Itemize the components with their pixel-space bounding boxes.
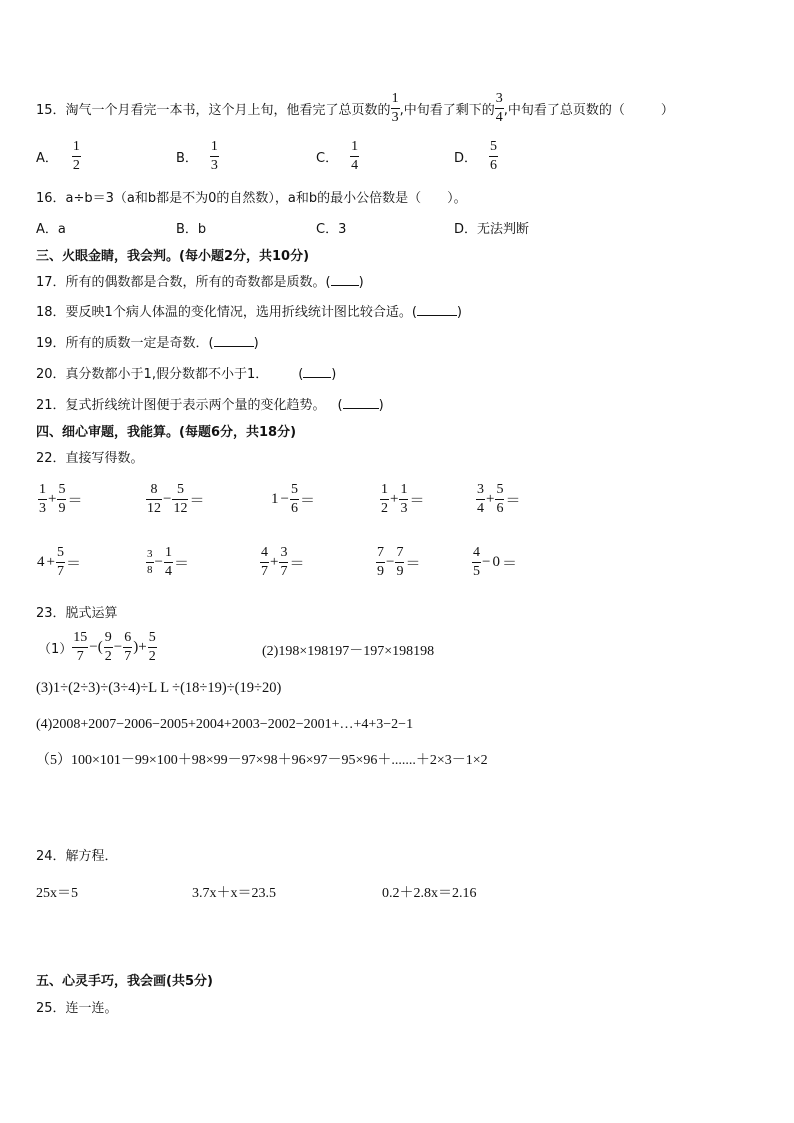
question-22: 22．直接写得数。 [36, 451, 144, 466]
q22-row2-item4: $\frac{7}{9}$ − $\frac{7}{9}$ ＝ [377, 545, 421, 579]
q23-part3: (3)1÷(2÷3)÷(3÷4)÷L L ÷(18÷19)÷(19÷20) [36, 680, 282, 696]
q15-text-1: 淘气一个月看完一本书，这个月上旬，他看完了总页数的 [65, 102, 391, 118]
q23-part2: (2)198×198197－197×198198 [262, 644, 435, 659]
q22-row2-item2: $\frac{3}{8}$ − $\frac{1}{4}$ ＝ [147, 545, 189, 579]
q16-option-d[interactable]: D．无法判断 [454, 222, 530, 237]
question-15 [36, 88, 674, 128]
question-21: 21．复式折线统计图便于表示两个量的变化趋势。 ( ) [36, 398, 384, 413]
q15-option-b[interactable]: B． $\frac{1}{3}$ [176, 139, 218, 173]
q23-part5: （5）100×101－99×100＋98×99－97×98＋96×97－95×96＋.......＋2×3－1×2 [36, 753, 488, 768]
q18-answer-blank[interactable] [417, 303, 457, 316]
section-3-heading: 三、火眼金睛，我会判。(每小题2分，共10分) [36, 249, 310, 264]
q15-fraction-2: $\frac{3}{4}$ [495, 90, 503, 125]
q15-fraction-1: $\frac{1}{3}$ [391, 90, 399, 125]
q20-answer-blank[interactable] [303, 365, 331, 378]
q22-row1-item5: $\frac{3}{4}$ + $\frac{5}{6}$ ＝ [477, 482, 521, 516]
q15-text-2: ,中旬看了剩下的 [399, 102, 495, 118]
q22-row1-item4: $\frac{1}{2}$ + $\frac{1}{3}$ ＝ [381, 482, 425, 516]
q24-equation-3: 0.2＋2.8x＝2.16 [382, 886, 477, 901]
q16-option-c[interactable]: C．3 [316, 222, 347, 237]
q24-equation-1: 25x＝5 [36, 886, 78, 901]
q23-part4: (4)2008+2007−2006−2005+2004+2003−2002−2001+…+4+3−2−1 [36, 717, 414, 732]
q15-option-d[interactable]: D． $\frac{5}{6}$ [454, 139, 498, 173]
q15-text-4: ） [660, 102, 674, 118]
q22-row2-item1: 4 + $\frac{5}{7}$ ＝ [37, 545, 81, 579]
q24-equation-2: 3.7x＋x＝23.5 [192, 886, 276, 901]
question-19: 19．所有的质数一定是奇数．( ) [36, 336, 259, 351]
question-16: 16．a÷b＝3（a和b都是不为0的自然数），a和b的最小公倍数是（ ）。 [36, 191, 467, 206]
question-23: 23．脱式运算 [36, 606, 118, 621]
q22-row2-item3: $\frac{4}{7}$ + $\frac{3}{7}$ ＝ [261, 545, 305, 579]
q16-option-a[interactable]: A．a [36, 222, 66, 237]
q15-option-a[interactable]: A． $\frac{1}{2}$ [36, 139, 80, 173]
question-20: 20．真分数都小于1,假分数都不小于1． ( ) [36, 367, 337, 382]
q22-row1-item1: $\frac{1}{3}$ + $\frac{5}{9}$ ＝ [39, 482, 83, 516]
q19-answer-blank[interactable] [214, 334, 254, 347]
q22-row1-item2: $\frac{8}{12}$ − $\frac{5}{12}$ ＝ [147, 482, 205, 516]
q17-answer-blank[interactable] [331, 273, 359, 286]
question-17: 17．所有的偶数都是合数，所有的奇数都是质数。( ) [36, 275, 364, 290]
q15-option-c[interactable]: C． $\frac{1}{4}$ [316, 139, 359, 173]
q21-answer-blank[interactable] [343, 396, 379, 409]
question-18: 18．要反映1个病人体温的变化情况，选用折线统计图比较合适。( ) [36, 305, 462, 320]
q22-row2-item5: $\frac{4}{5}$ − 0 ＝ [473, 545, 517, 579]
q15-number: 15． [36, 102, 66, 118]
question-24: 24．解方程． [36, 849, 118, 864]
q15-text-3: ,中旬看了总页数的（ [503, 102, 625, 118]
q22-row1-item3: 1 − $\frac{5}{6}$ ＝ [271, 482, 315, 516]
q16-option-b[interactable]: B．b [176, 222, 207, 237]
q23-part1: （1） $\frac{15}{7}$ −( $\frac{9}{2}$ − $\frac{6}{7}$ )+ $\frac{5}{2}$ [38, 630, 156, 664]
question-25: 25．连一连。 [36, 1001, 118, 1016]
section-5-heading: 五、心灵手巧，我会画(共5分) [36, 974, 213, 989]
section-4-heading: 四、细心审题，我能算。(每题6分，共18分) [36, 425, 297, 440]
